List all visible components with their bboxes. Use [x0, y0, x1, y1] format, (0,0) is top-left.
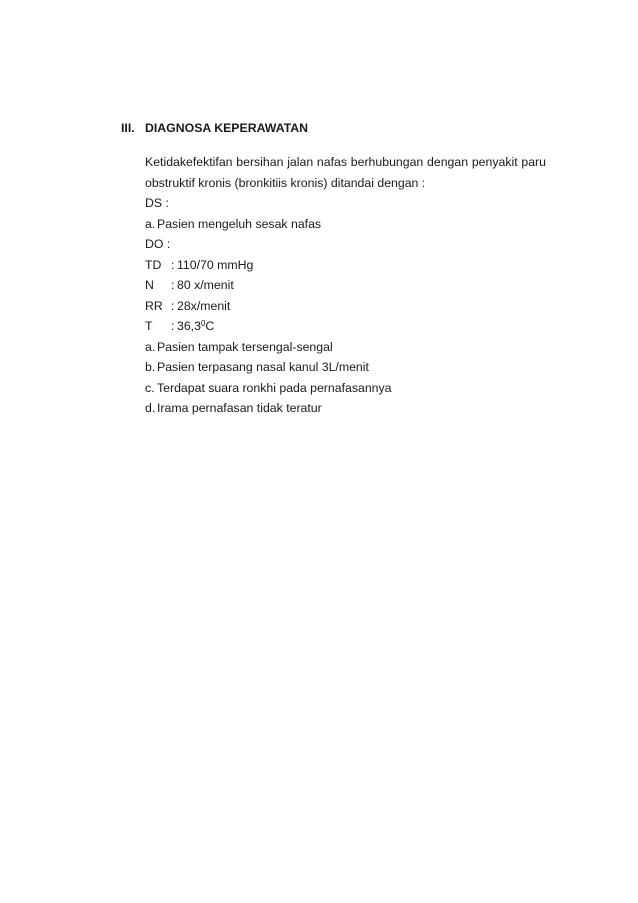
vital-label: T	[145, 319, 153, 333]
vital-label: RR	[145, 298, 163, 313]
section-heading	[121, 121, 308, 135]
vital-label: N	[145, 278, 154, 292]
section-body	[145, 152, 546, 419]
do-label: DO :	[145, 237, 171, 251]
ds-label: DS :	[145, 196, 169, 210]
vital-separator: :	[171, 298, 175, 313]
vital-value: 28x/menit	[177, 298, 231, 313]
do-item-text: Irama pernafasan tidak teratur	[157, 401, 322, 415]
do-item	[145, 337, 546, 358]
vital-separator: :	[171, 257, 175, 272]
do-item-marker: c.	[145, 380, 155, 395]
vital-value-main: 36,3	[177, 319, 201, 333]
vital-t	[145, 316, 546, 337]
ds-item-marker: a.	[145, 216, 156, 231]
ds-item	[145, 214, 546, 235]
section-number: III.	[121, 121, 135, 135]
vital-separator: :	[171, 278, 175, 292]
diagnosis-statement: Ketidakefektifan bersihan jalan nafas berhubungan dengan penyakit paru obstruktif kronis (bronkitiis kronis) ditandai dengan :	[145, 155, 546, 190]
vital-rr	[145, 296, 546, 317]
vital-value: 110/70 mmHg	[177, 257, 254, 272]
do-item-text: Terdapat suara ronkhi pada pernafasannya	[157, 380, 392, 395]
do-item	[145, 378, 546, 399]
do-item-marker: d.	[145, 401, 156, 415]
do-item-marker: b.	[145, 360, 156, 374]
vital-n	[145, 275, 546, 296]
vital-separator: :	[171, 319, 175, 333]
degree-superscript: 0	[200, 319, 206, 328]
do-item-marker: a.	[145, 339, 156, 354]
do-item-text: Pasien tampak tersengal-sengal	[157, 339, 333, 354]
vital-value	[177, 319, 214, 333]
vital-label: TD	[145, 257, 162, 272]
vital-value: 80 x/menit	[177, 278, 234, 292]
ds-item-text: Pasien mengeluh sesak nafas	[157, 216, 322, 231]
section-title: DIAGNOSA KEPERAWATAN	[145, 121, 309, 135]
do-item	[145, 357, 546, 378]
do-item	[145, 398, 546, 419]
do-item-text: Pasien terpasang nasal kanul 3L/menit	[157, 360, 369, 374]
vital-td	[145, 255, 546, 276]
vital-value-unit: C	[205, 319, 215, 333]
